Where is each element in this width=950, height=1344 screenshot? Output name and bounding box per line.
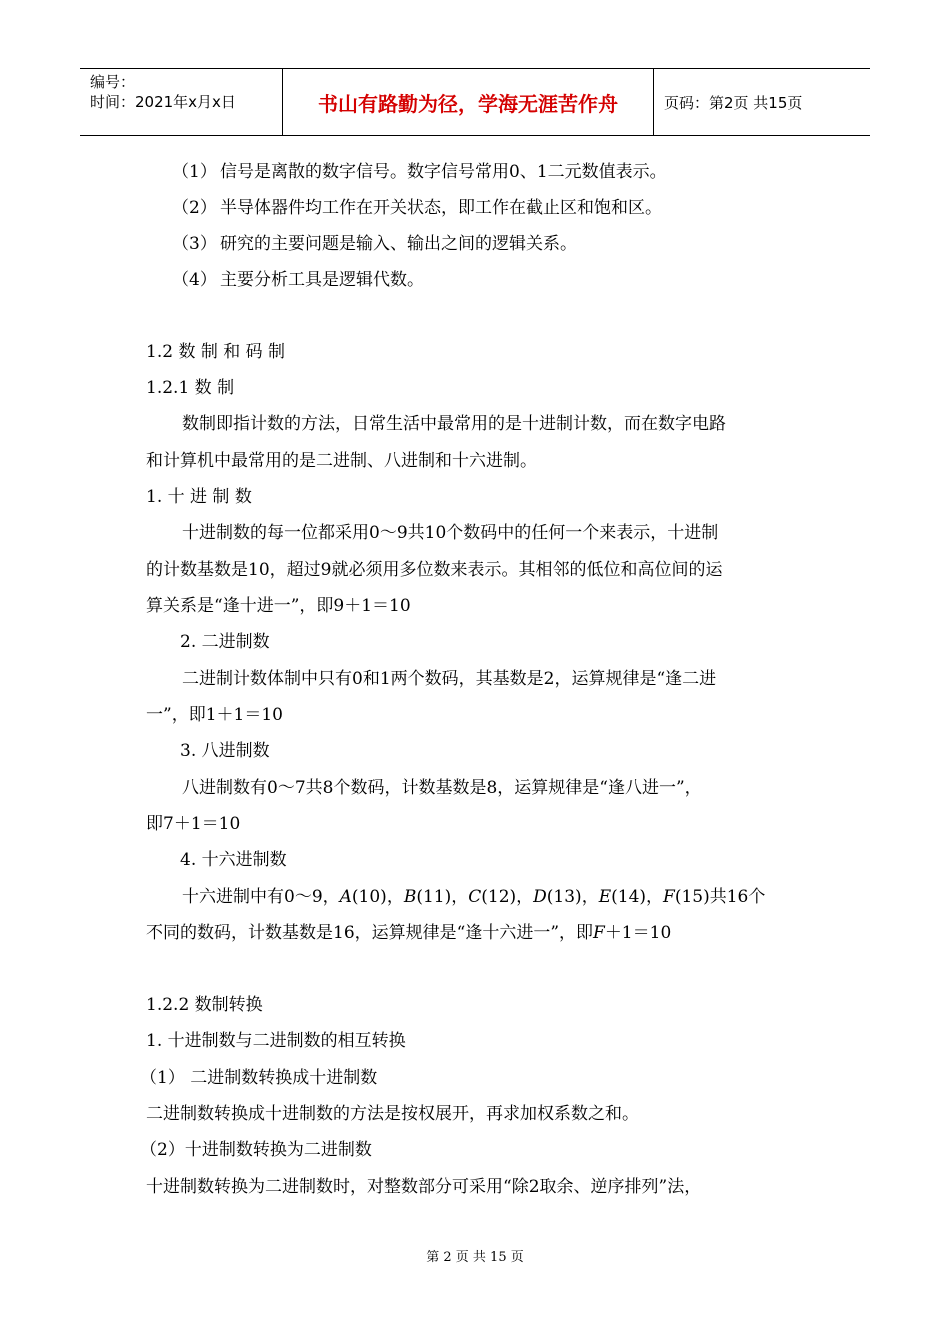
hex-digit-b: B <box>403 887 417 907</box>
header-meta <box>80 69 282 135</box>
hex-text: ＋1＝10 <box>604 923 672 943</box>
hex-digit-f: F <box>663 887 675 907</box>
header-motto: 书山有路勤为径，学海无涯苦作舟 <box>282 69 654 135</box>
number-label: 编号： <box>90 73 136 91</box>
hex-digit-d: D <box>533 887 547 907</box>
hex-value: (15)共16个 <box>674 887 766 907</box>
list-item-number: （3） <box>172 234 217 254</box>
conversion-sub2: （2）十进制数转换为二进制数 <box>140 1140 372 1160</box>
paragraph-line: 二进制计数体制中只有0和1两个数码，其基数是2，运算规律是“逢二进 <box>182 669 717 689</box>
hex-digit-a: A <box>339 887 352 907</box>
paragraph-line: 即7＋1＝10 <box>146 814 241 834</box>
hex-value: (12)， <box>481 887 534 907</box>
binary-heading: 2. 二进制数 <box>180 632 270 652</box>
hex-digit-f: F <box>593 923 605 943</box>
hex-value: (14)， <box>611 887 664 907</box>
hex-heading: 4. 十六进制数 <box>180 850 287 870</box>
hex-digit-e: E <box>598 887 612 907</box>
list-item-text: 主要分析工具是逻辑代数。 <box>220 270 424 290</box>
hex-text: 不同的数码，计数基数是16，运算规律是“逢十六进一”，即 <box>146 923 594 943</box>
conversion-sub1: （1） 二进制数转换成十进制数 <box>140 1068 378 1088</box>
hex-value: (13)， <box>546 887 599 907</box>
paragraph-line: 一”，即1＋1＝10 <box>146 705 283 725</box>
paragraph-line: 算关系是“逢十进一”，即9＋1＝10 <box>146 596 411 616</box>
paragraph-line: 和计算机中最常用的是二进制、八进制和十六进制。 <box>146 451 537 471</box>
paragraph-line: 十进制数的每一位都采用0～9共10个数码中的任何一个来表示，十进制 <box>182 523 719 543</box>
hex-digit-c: C <box>468 887 482 907</box>
paragraph-line: 数制即指计数的方法，日常生活中最常用的是十进制计数，而在数字电路 <box>182 414 726 434</box>
paragraph-line <box>182 887 765 907</box>
paragraph-line: 的计数基数是10，超过9就必须用多位数来表示。其相邻的低位和高位间的运 <box>146 560 723 580</box>
paragraph-line: 八进制数有0～7共8个数码，计数基数是8，运算规律是“逢八进一”， <box>182 778 702 798</box>
paragraph-line <box>146 923 671 943</box>
conversion-heading: 1. 十进制数与二进制数的相互转换 <box>146 1031 406 1051</box>
header-page-info: 页码：第2页 共15页 <box>664 93 803 112</box>
section-heading-1-2-1: 1.2.1 数 制 <box>146 378 235 398</box>
octal-heading: 3. 八进制数 <box>180 741 270 761</box>
list-item-text: 信号是离散的数字信号。数字信号常用0、1二元数值表示。 <box>220 162 667 182</box>
section-heading-1-2: 1.2 数 制 和 码 制 <box>146 342 286 362</box>
list-item <box>172 270 424 290</box>
list-item <box>172 162 667 182</box>
section-heading-1-2-2: 1.2.2 数制转换 <box>146 995 263 1015</box>
page-footer: 第 2 页 共 15 页 <box>426 1250 524 1265</box>
list-item-text: 研究的主要问题是输入、输出之间的逻辑关系。 <box>220 234 577 254</box>
hex-value: (10)， <box>351 887 404 907</box>
list-item-text: 半导体器件均工作在开关状态，即工作在截止区和饱和区。 <box>220 198 662 218</box>
list-item-number: （4） <box>172 270 217 290</box>
decimal-heading: 1. 十 进 制 数 <box>146 487 252 507</box>
list-item <box>172 234 577 254</box>
paragraph-line: 二进制数转换成十进制数的方法是按权展开，再求加权系数之和。 <box>146 1104 639 1124</box>
date-label: 时间：2021年x月x日 <box>90 93 236 111</box>
paragraph-line: 十进制数转换为二进制数时，对整数部分可采用“除2取余、逆序排列”法， <box>146 1177 702 1197</box>
list-item-number: （1） <box>172 162 217 182</box>
list-item <box>172 198 662 218</box>
page-header <box>80 68 870 136</box>
hex-value: (11)， <box>416 887 469 907</box>
list-item-number: （2） <box>172 198 217 218</box>
hex-text: 十六进制中有0～9， <box>182 887 340 907</box>
